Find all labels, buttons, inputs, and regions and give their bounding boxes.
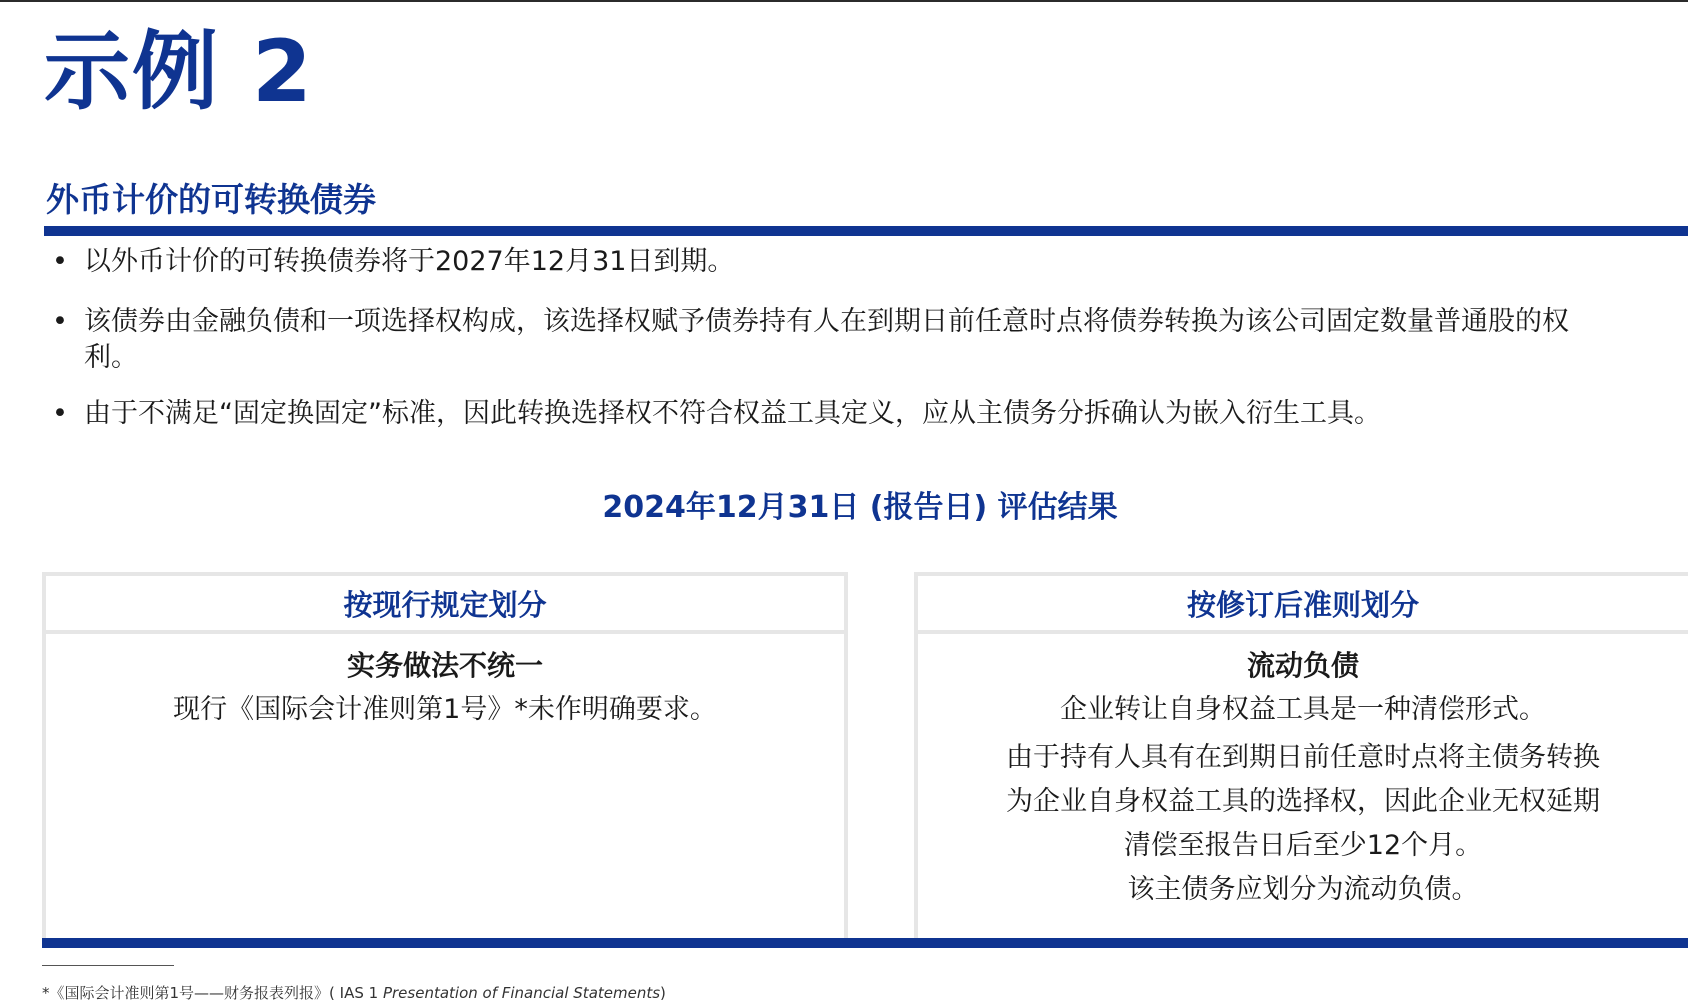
panel-header: 按现行规定划分 [46, 576, 844, 634]
bullet-item [50, 396, 1610, 432]
bullet-list [50, 244, 1610, 456]
bullet-dot-icon: • [52, 306, 68, 337]
page-title: 示例 2 [44, 22, 314, 122]
footnote-italic: Presentation of Financial Statements [382, 984, 661, 1002]
footnote-divider [42, 965, 174, 966]
footnote-prefix: *《国际会计准则第1号——财务报表列报》( IAS 1 [42, 984, 383, 1002]
panel-subheading: 流动负债 [1246, 649, 1359, 682]
bottom-divider [42, 938, 1688, 948]
bullet-item [50, 244, 1610, 280]
footnote-suffix: ) [660, 984, 666, 1002]
bullet-dot-icon: • [52, 398, 68, 429]
footnote [42, 982, 666, 1004]
panel-text: 由于持有人具有在到期日前任意时点将主债务转换为企业自身权益工具的选择权，因此企业无权延期清偿至报告日后至少12个月。 [1006, 742, 1600, 861]
assessment-title: 2024年12月31日 (报告日) 评估结果 [602, 490, 1118, 525]
bullet-dot-icon: • [52, 246, 68, 277]
bullet-item [50, 304, 1610, 376]
top-border [0, 0, 1688, 2]
revised-rules-panel [914, 572, 1688, 940]
panel-header: 按修订后准则划分 [918, 576, 1688, 634]
section-heading: 外币计价的可转换债券 [46, 180, 376, 219]
current-rules-panel [42, 572, 848, 940]
panel-subheading: 实务做法不统一 [346, 649, 543, 682]
section-divider [44, 226, 1688, 236]
panel-body [918, 634, 1688, 912]
bullet-text: 由于不满足“固定换固定”标准，因此转换选择权不符合权益工具定义，应从主债务分拆确认为嵌入衍生工具。 [84, 398, 1381, 429]
panel-text: 企业转让自身权益工具是一种清偿形式。 [1060, 694, 1546, 725]
panel-text: 现行《国际会计准则第1号》*未作明确要求。 [173, 694, 717, 725]
bullet-text: 该债券由金融负债和一项选择权构成，该选择权赋予债券持有人在到期日前任意时点将债券转换为该公司固定数量普通股的权利。 [84, 306, 1569, 373]
panel-text: 该主债务应划分为流动负债。 [1127, 874, 1479, 905]
bullet-text: 以外币计价的可转换债券将于2027年12月31日到期。 [84, 246, 735, 277]
panel-body [46, 634, 844, 732]
